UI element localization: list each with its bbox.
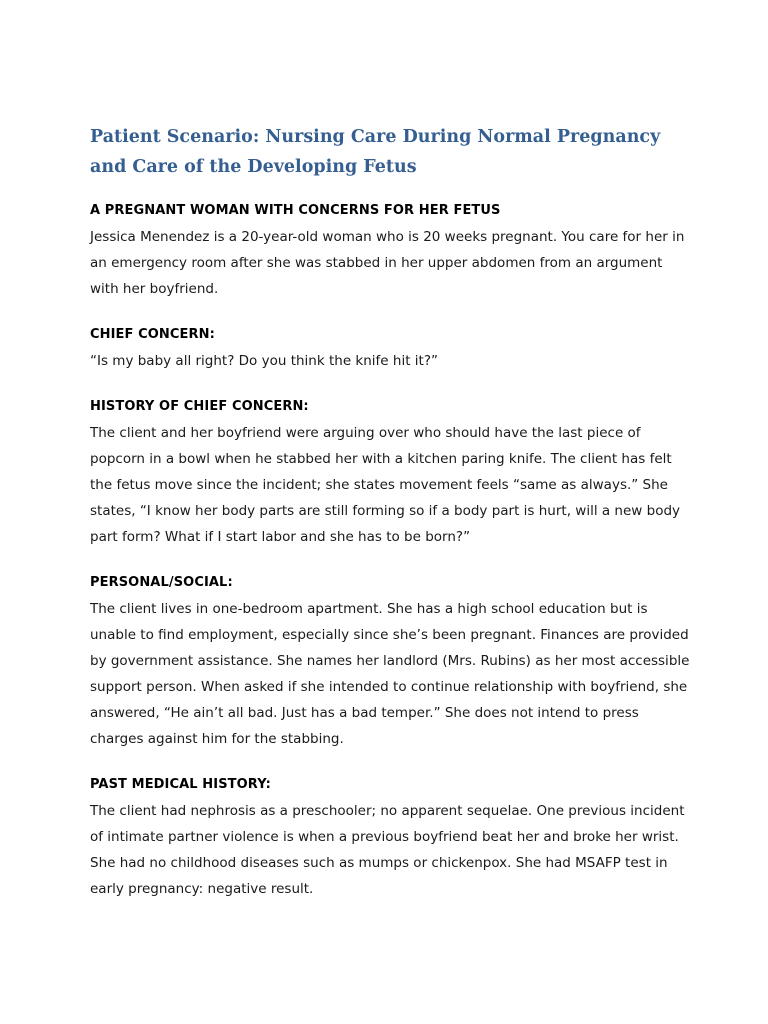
document-title: Patient Scenario: Nursing Care During Normal Pregnancy and Care of the Developing Fetus <box>90 127 661 177</box>
section-heading: PERSONAL/SOCIAL: <box>90 575 233 590</box>
section-body: Jessica Menendez is a 20-year-old woman who is 20 weeks pregnant. You care for her in an emergency room after she was stabbed in her upper abdomen from an argument with her boyfriend. <box>90 229 685 297</box>
section-personal-social <box>90 570 690 752</box>
document-content <box>90 122 690 922</box>
section-heading: CHIEF CONCERN: <box>90 327 215 342</box>
section-heading: A PREGNANT WOMAN WITH CONCERNS FOR HER FETUS <box>90 203 501 218</box>
section-body: “Is my baby all right? Do you think the knife hit it?” <box>90 353 438 369</box>
section-heading: PAST MEDICAL HISTORY: <box>90 777 271 792</box>
section-body: The client had nephrosis as a preschooler; no apparent sequelae. One previous incident of intimate partner violence is when a previous boyfriend beat her and broke her wrist. She had no childhood diseases such as mumps or chickenpox. She had MSAFP test in early pregnancy: negative result. <box>90 803 685 897</box>
section-pregnant-woman <box>90 198 690 302</box>
section-heading: HISTORY OF CHIEF CONCERN: <box>90 399 309 414</box>
section-history-chief-concern <box>90 394 690 550</box>
section-past-medical-history <box>90 772 690 902</box>
section-chief-concern <box>90 322 690 374</box>
section-body: The client lives in one-bedroom apartment. She has a high school education but is unable to find employment, especially since she’s been pregnant. Finances are provided by government assistance. She names her landlord (Mrs. Rubins) as her most accessible support person. When asked if she intended to continue relationship with boyfriend, she answered, “He ain’t all bad. Just has a bad temper.” She does not intend to press charges against him for the stabbing. <box>90 601 690 747</box>
section-body: The client and her boyfriend were arguing over who should have the last piece of popcorn in a bowl when he stabbed her with a kitchen paring knife. The client has felt the fetus move since the incident; she states movement feels “same as always.” She states, “I know her body parts are still forming so if a body part is hurt, will a new body part form? What if I start labor and she has to be born?” <box>90 425 681 545</box>
